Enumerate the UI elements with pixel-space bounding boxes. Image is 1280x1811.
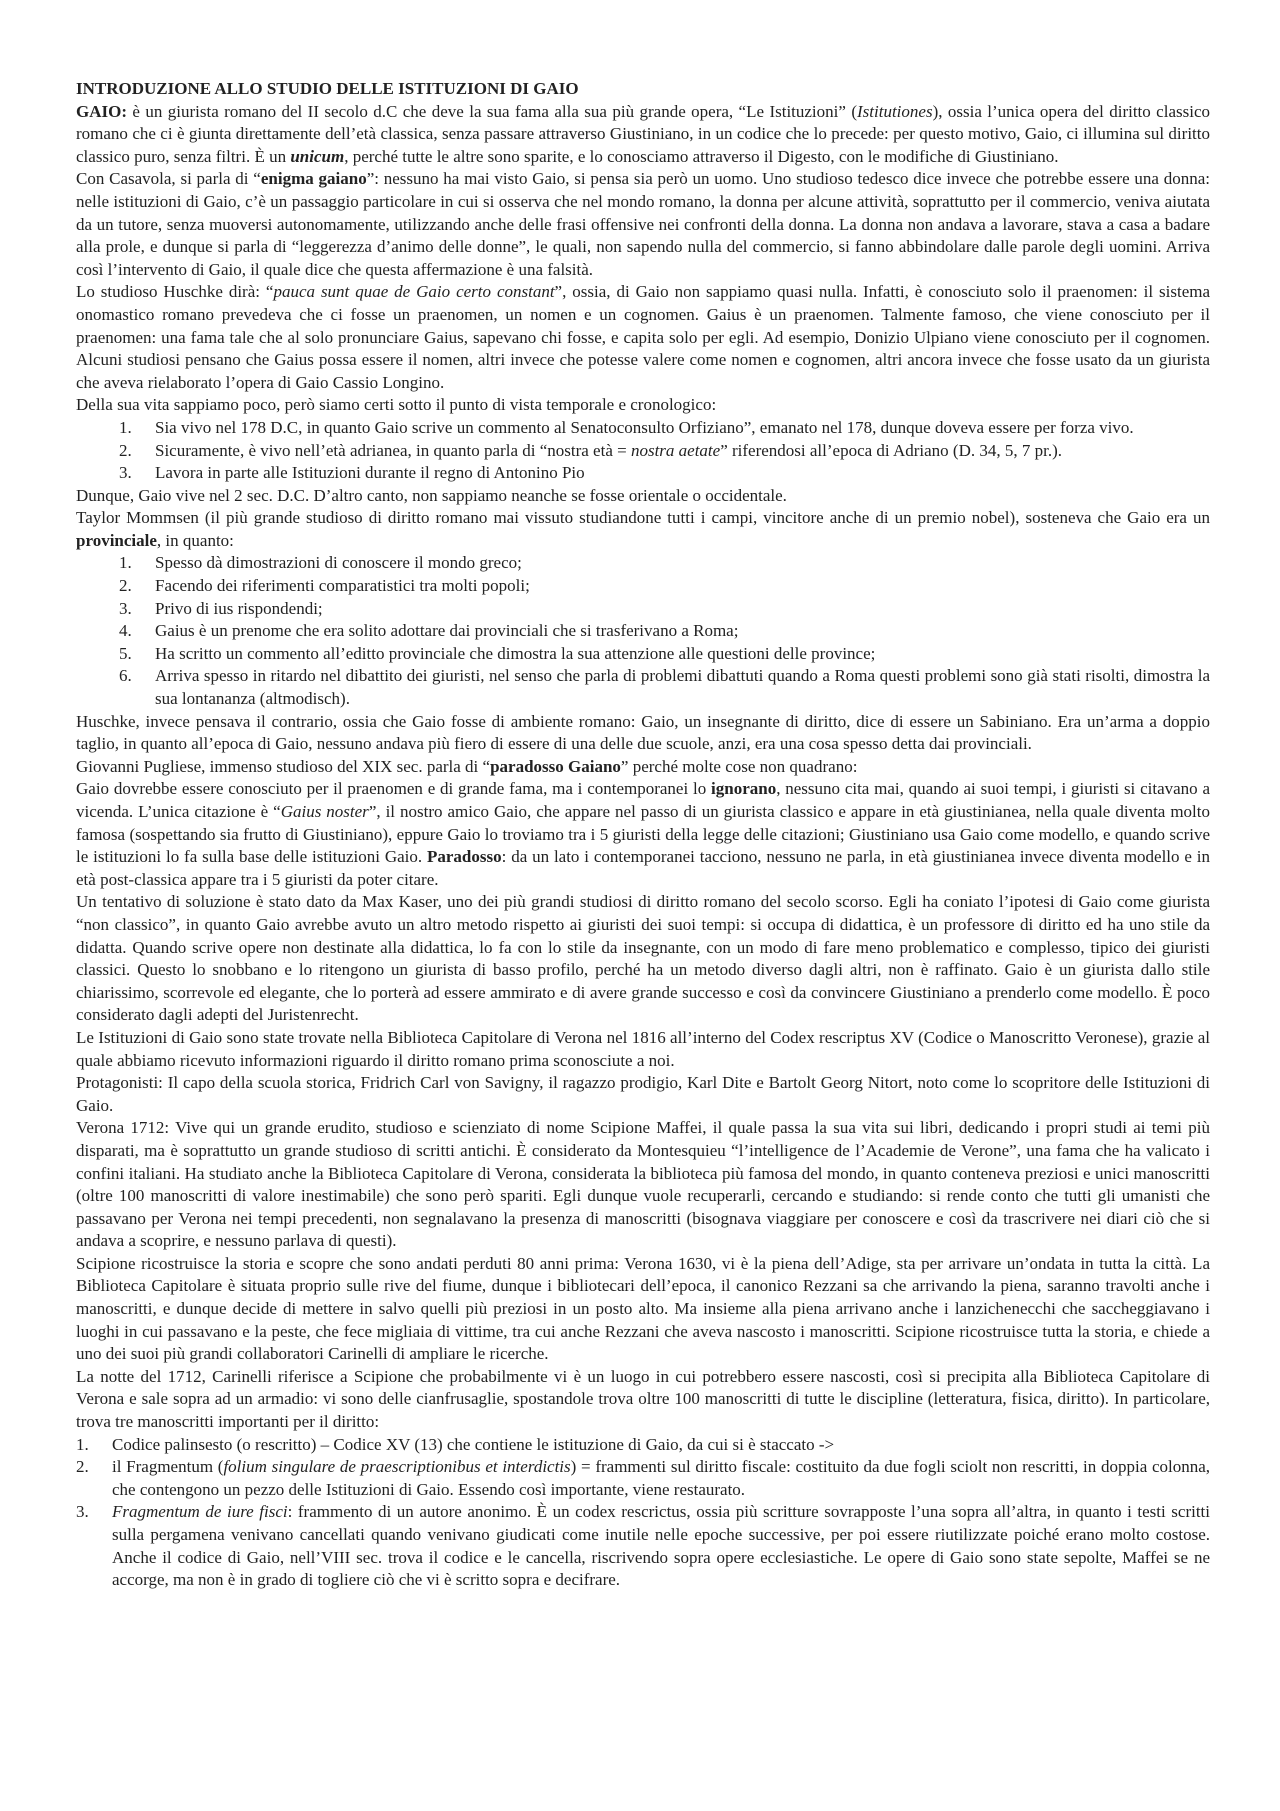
paragraph-scipione: Scipione ricostruisce la storia e scopre che sono andati perduti 80 anni prima: Verona 1630, vi è la piena dell’Adige, sta per arrivare un’ondata in tutta la città. La Biblioteca Capitolare è situata proprio sulle rive del fiume, dunque i bibliotecari dell’epoca, il canonico Rezzani sa che arrivando la piena, saranno travolti anche i manoscritti, e dunque decide di mettere in salvo quelli più preziosi in un posto alto. Ma insieme alla piena arrivano anche i lanzichenecchi che saccheggiavano i luoghi in cui passavano e la peste, che fece migliaia di vittime, tra cui anche Rezzani che aveva nascosto i manoscritti. Scipione ricostruisce tutta la storia, e chiede a uno dei suoi più grandi collaboratori Carinelli di ampliare le ricerche. <box>76 1253 1210 1364</box>
list-item: 6. Arriva spesso in ritardo nel dibattito dei giuristi, nel senso che parla di problemi dibattuti quando a Roma questi problemi sono già stati risolti, dimostra la sua lontananza (altmodisch). <box>119 666 1210 709</box>
provinciale-list <box>76 552 1210 710</box>
paragraph-huschke: Lo studioso Huschke dirà: “pauca sunt quae de Gaio certo constant”, ossia, di Gaio non sappiamo quasi nulla. Infatti, è conosciuto solo il praenomen: il sistema onomastico romano prevedeva che ci fosse un praenomen, un nomen e un cognomen. Gaius è un praenomen. Talmente famoso, che viene conosciuto per il praenomen: una fama tale che al solo pronunciare Gaius, sapevano chi fosse, e capita solo per egli. Ad esempio, Donizio Ulpiano viene conosciuto per il cognomen. Alcuni studiosi pensano che Gaius possa essere il nomen, altri invece che potesse valere come nomen e cognomen, altri ancora invece che fosse usato da un giurista che aveva rielaborato l’opera di Gaio Cassio Longino. <box>76 282 1211 392</box>
term-gaio: GAIO: <box>76 101 127 121</box>
paragraph-mommsen: Taylor Mommsen (il più grande studioso di diritto romano mai vissuto studiandone tutti i campi, vincitore anche di un premio nobel), sosteneva che Gaio era un provinciale, in quanto: <box>76 508 1210 550</box>
paragraph-scoperta: Le Istituzioni di Gaio sono state trovate nella Biblioteca Capitolare di Verona nel 1816 all’interno del Codex rescriptus XV (Codice o Manoscritto Veronese), grazie al quale abbiamo ricevuto informazioni riguardo il diritto romano prima sconosciute a noi. <box>76 1027 1210 1070</box>
list-item: 3. Privo di ius rispondendi; <box>119 598 323 618</box>
paragraph-huschke-romano: Huschke, invece pensava il contrario, ossia che Gaio fosse di ambiente romano: Gaio, un insegnante di diritto, dice di essere un Sabiniano. Era un’arma a doppio taglio, in quanto all’epoca di Gaio, nessuno andava più fiero di essere di una delle due scuole, anzi, era una cosa spesso detta dai provinciali. <box>76 711 1210 754</box>
document-title: INTRODUZIONE ALLO STUDIO DELLE ISTITUZIONI DI GAIO <box>76 79 579 98</box>
list-item: 2. il Fragmentum (folium singulare de praescriptionibus et interdictis) = frammenti sul diritto fiscale: costituito da due fogli sciolt non rescritti, in doppia colonna, che contengono un pezzo delle Istituzioni di Gaio. Essendo così importante, viene restaurato. <box>76 1457 1211 1499</box>
chronology-list <box>76 417 1210 485</box>
list-item: 2. Sicuramente, è vivo nell’età adrianea, in quanto parla di “nostra età = nostra aetate” riferendosi all’epoca di Adriano (D. 34, 5, 7 pr.). <box>119 440 1062 460</box>
list-item: 4. Gaius è un prenome che era solito adottare dai provinciali che si trasferivano a Roma; <box>119 621 739 641</box>
paragraph-protagonisti: Protagonisti: Il capo della scuola storica, Fridrich Carl von Savigny, il ragazzo prodigio, Karl Dite e Bartolt Georg Nitort, noto come lo scopritore delle Istituzioni di Gaio. <box>76 1073 1210 1115</box>
paragraph-vita: Della sua vita sappiamo poco, però siamo certi sotto il punto di vista temporale e cronologico: <box>76 395 717 415</box>
paragraph-enigma: Con Casavola, si parla di “enigma gaiano”: nessuno ha mai visto Gaio, si pensa sia però un uomo. Uno studioso tedesco dice invece che potrebbe essere una donna: nelle istituzioni di Gaio, c’è un passaggio particolare in cui si osserva che nel mondo romano, la donna per alcune attività, soprattutto per il commercio, veniva aiutata da un tutore, senza muoversi autonomamente, utilizzando anche delle frasi offensive nei confronti della donna. La donna non andava a lavorare, stava a casa a badare alla prole, e dunque si parla di “leggerezza d’animo delle donne”, le quali, non sapendo nulla del commercio, si fanno abbindolare dalle parole degli uomini. Arriva così l’intervento di Gaio, il quale dice che questa affermazione è una falsità. <box>76 169 1211 279</box>
paragraph-gaio: GAIO: è un giurista romano del II secolo d.C che deve la sua fama alla sua più grande opera, “Le Istituzioni” (Istitutiones), ossia l’unica opera del diritto classico romano che ci è giunta direttamente dell’età classica, senza passare attraverso Giustiniano, in un codice che lo precede: per questo motivo, Gaio, ci illumina sul diritto classico puro, senza filtri. È un unicum, perché tutte le altre sono sparite, e lo conosciamo attraverso il Digesto, con le modifiche di Giustiniano. <box>76 101 1210 166</box>
paragraph-kaser: Un tentativo di soluzione è stato dato da Max Kaser, uno dei più grandi studiosi di diritto romano del secolo scorso. Egli ha coniato l’ipotesi di Gaio come giurista “non classico”, in quanto Gaio avrebbe avuto un altro metodo rispetto ai giuristi dei suoi tempi: si occupa di didattica, è un professore di diritto ed ha uno stile da didatta. Quando scrive opere non destinate alla didattica, lo fa con lo stile da insegnante, con un modo di fare meno problematico e complesso, tipico dei giuristi classici. Questo lo snobbano e lo ritengono un giurista di basso profilo, perché ha un metodo diverso dagli altri, non è raffinato. Gaio è un giurista dallo stile chiarissimo, scorrevole ed elegante, che lo porterà ad essere ammirato e di avere grande successo e così da convincere Giustiniano a prenderlo come modello. È poco considerato dagli adepti del Juristenrecht. <box>76 892 1210 1025</box>
list-item: 1. Spesso dà dimostrazioni di conoscere il mondo greco; <box>119 553 522 573</box>
paragraph-paradosso: Gaio dovrebbe essere conosciuto per il praenomen e di grande fama, ma i contemporanei lo ignorano, nessuno cita mai, quando ai suoi tempi, i giuristi si citavano a vicenda. L’unica citazione è “Gaius noster”, il nostro amico Gaio, che appare nel passo di un giurista classico e appare in età giustinianea, nella quale diventa molto famosa (sospettando sia frutto di Giustiniano), eppure Gaio lo troviamo tra i 5 giuristi della legge delle citazioni; Giustiniano usa Gaio come modello, e quando scrive le istituzioni lo fa sulla base delle istituzioni Gaio. Paradosso: da un lato i contemporanei tacciono, nessuno ne parla, in età giustinianea invece diventa modello e in età post-classica appare tra i 5 giuristi da poter citare. <box>76 779 1210 889</box>
paragraph-carinelli: La notte del 1712, Carinelli riferisce a Scipione che probabilmente vi è un luogo in cui potrebbero essere nascosti, così si precipita alla Biblioteca Capitolare di Verona e sale sopra ad un armadio: vi sono delle cianfrusaglie, spostandole trova oltre 100 manoscritti di tutte le discipline (letteratura, fisica, diritto). In particolare, trova tre manoscritti importanti per il diritto: <box>76 1366 1210 1432</box>
list-item: 5. Ha scritto un commento all’editto provinciale che dimostra la sua attenzione alle questioni delle province; <box>119 643 876 663</box>
list-item: 3. Fragmentum de iure fisci: frammento di un autore anonimo. È un codex rescrictus, ossia più scritture sovrapposte l’una sopra all’altra, in quanto i testi scritti sulla pergamena venivano cancellati quando venivano giudicati come inutile nelle epoche successive, per poi essere riutilizzate poiché erano molto costose. Anche il codice di Gaio, nell’VIII sec. trova il codice e le cancella, riscrivendo sopra opere ecclesiastiche. Le opere di Gaio sono state sepolte, Maffei se ne accorge, ma non è in grado di togliere ciò che vi è scritto sopra e decifrare. <box>76 1502 1210 1590</box>
manoscritti-list <box>76 1434 1210 1592</box>
list-item: 3. Lavora in parte alle Istituzioni durante il regno di Antonino Pio <box>119 463 585 483</box>
list-item: 2. Facendo dei riferimenti comparatistici tra molti popoli; <box>119 576 530 596</box>
paragraph-verona-1712: Verona 1712: Vive qui un grande erudito, studioso e scienziato di nome Scipione Maffei, il quale passa la sua vita sui libri, dedicando i propri studi ai temi più disparati, ma è soprattutto un grande studioso di scritti antichi. È considerato da Montesquieu “l’intelligence de l’Academie de Verone”, una fama che ha valicato i confini italiani. Ha studiato anche la Biblioteca Capitolare di Verona, considerata la biblioteca più famosa del mondo, in quanto conteneva preziosi e unici manoscritti (oltre 100 manoscritti di valore inestimabile) che sono però spariti. Egli dunque vuole recuperarli, cercando e studiando: si rende conto che tutti gli umanisti che passavano per Verona nei tempi precedenti, non segnalavano la presenza di manoscritti (bisognava viaggiare per conoscere e così da trascrivere nei diari ciò che si andava a scoprire, e nessuno parlava di questi). <box>76 1118 1210 1251</box>
paragraph-pugliese: Giovanni Pugliese, immenso studioso del XIX sec. parla di “paradosso Gaiano” perché molte cose non quadrano: <box>76 756 858 776</box>
paragraph-dunque: Dunque, Gaio vive nel 2 sec. D.C. D’altro canto, non sappiamo neanche se fosse orientale o occidentale. <box>76 485 787 505</box>
list-item: 1. Sia vivo nel 178 D.C, in quanto Gaio scrive un commento al Senatoconsulto Orfiziano”, emanato nel 178, dunque doveva essere per forza vivo. <box>119 417 1134 437</box>
list-item: 1. Codice palinsesto (o rescritto) – Codice XV (13) che contiene le istituzione di Gaio, da cui si è staccato -> <box>76 1434 835 1454</box>
